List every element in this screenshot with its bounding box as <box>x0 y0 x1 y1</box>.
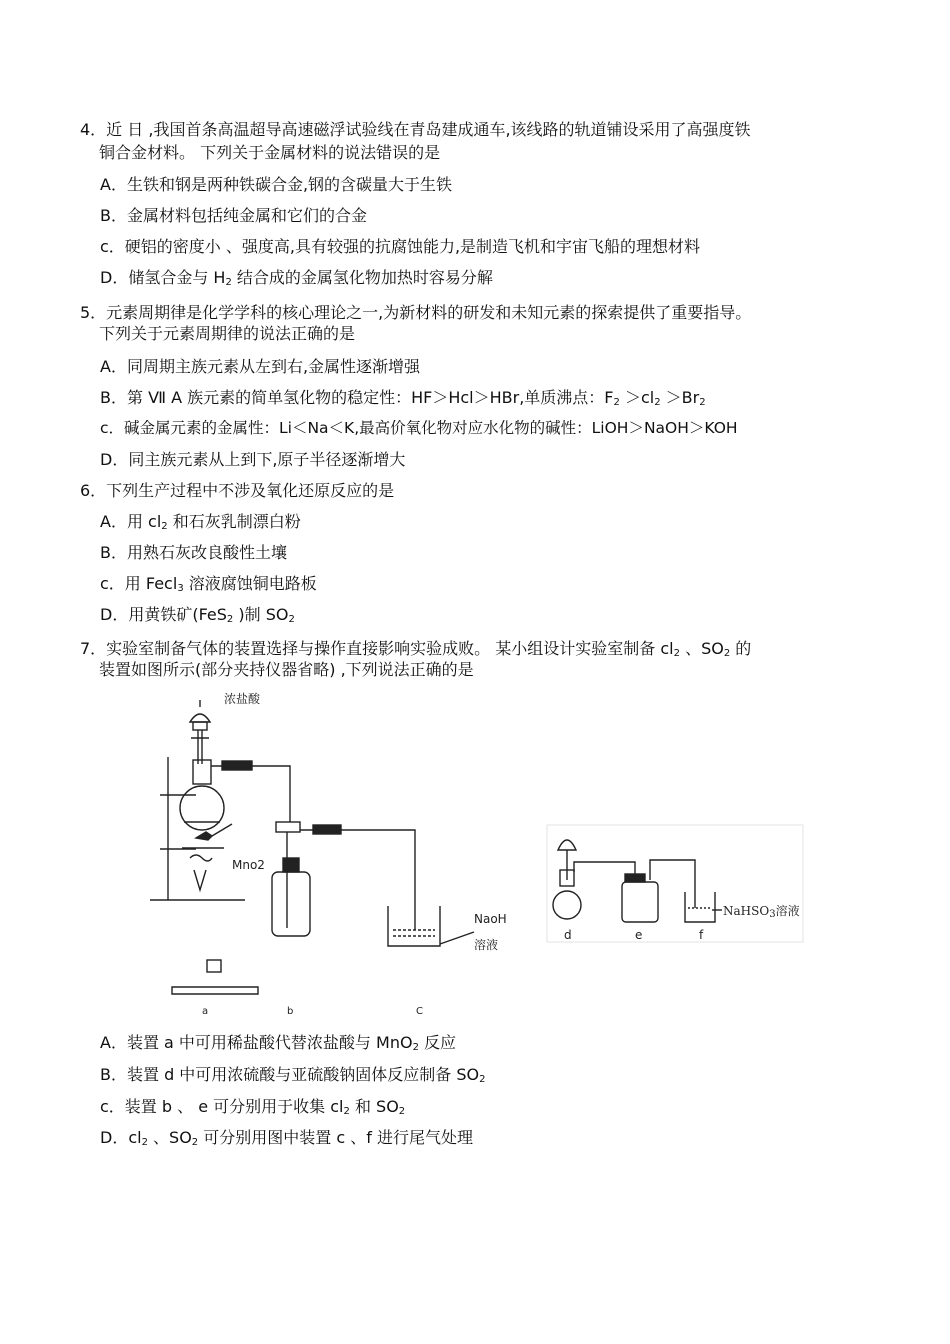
q4-d-sub: 2 <box>225 277 232 288</box>
bottle-b-stopper <box>283 858 299 872</box>
label-c: C <box>416 1006 423 1017</box>
q5-stem-line2: 下列关于元素周期律的说法正确的是 <box>99 324 356 343</box>
q4-stem-line2: 铜合金材料。 下列关于金属材料的说法错误的是 <box>99 143 441 162</box>
q7-option-c <box>100 1096 405 1123</box>
q5-stem-line1: 5．元素周期律是化学学科的核心理论之一,为新材料的研发和未知元素的探索提供了重要指导。 <box>80 303 752 322</box>
small-part-icon <box>207 960 221 972</box>
flask-bulb <box>180 786 224 830</box>
flask-d-bulb <box>553 891 581 919</box>
tube-e-to-f <box>650 860 695 908</box>
flame <box>190 855 212 861</box>
q7-stem-line2: 装置如图所示(部分夹持仪器省略) ,下列说法正确的是 <box>99 660 474 679</box>
q7-option-d <box>100 1127 473 1154</box>
q5-option-a: A．同周期主族元素从左到右,金属性逐渐增强 <box>100 357 421 376</box>
q5-b-sub3: 2 <box>699 397 706 408</box>
q7-b-sub: 2 <box>479 1074 486 1085</box>
naoh-pointer <box>440 932 474 944</box>
q5-b-text2: ＞cl <box>619 388 655 407</box>
q7-d-text3: 可分别用图中装置 c 、f 进行尾气处理 <box>198 1128 473 1147</box>
bottle-b <box>272 872 310 936</box>
q7-d-sub2: 2 <box>191 1137 199 1148</box>
q7-stem-text3: 的 <box>730 639 752 658</box>
q5-b-text3: ＞Br <box>660 388 700 407</box>
q6-d-sub2: 2 <box>288 614 295 625</box>
label-b: b <box>287 1006 294 1017</box>
q7-c-text2: 和 SO <box>349 1097 399 1116</box>
label-nahso3-sub: 3 <box>769 909 776 920</box>
q4-stem-line1: 4．近 日 ,我国首条高温超导高速磁浮试验线在青岛建成通车,该线路的轨道铺设采用了高强度铁 <box>80 120 751 139</box>
q7-option-a <box>100 1032 456 1059</box>
q7-stem-text2: 、SO <box>679 639 724 658</box>
funnel-bulb <box>190 714 210 722</box>
q7-a-text2: 反应 <box>418 1033 457 1052</box>
q6-a-text2: 和石灰乳制漂白粉 <box>167 512 301 531</box>
q6-a-sub: 2 <box>161 521 168 532</box>
label-naoh-solution: 溶液 <box>474 938 499 952</box>
label-d: d <box>564 928 572 942</box>
label-a: a <box>202 1006 209 1017</box>
bottle-e-stopper <box>625 874 645 882</box>
q5-b-text1: B．第 Ⅶ A 族元素的简单氢化物的稳定性：HF＞Hcl＞HBr,单质沸点：F <box>100 388 614 407</box>
q6-stem: 6．下列生产过程中不涉及氧化还原反应的是 <box>80 481 395 500</box>
burner <box>194 870 206 890</box>
q6-c-sub: 3 <box>177 583 184 594</box>
q6-d-text1: D．用黄铁矿(FeS <box>100 605 227 624</box>
label-f: f <box>699 928 704 942</box>
q6-d-text2: )制 SO <box>233 605 289 624</box>
q4-option-a: A．生铁和钢是两种铁碳合金,钢的含碳量大于生铁 <box>100 175 453 194</box>
q4-option-b: B．金属材料包括纯金属和它们的合金 <box>100 206 367 225</box>
q6-d-sub1: 2 <box>226 614 234 625</box>
three-way-joint <box>276 822 300 832</box>
q7-c-sub1: 2 <box>343 1106 350 1117</box>
label-conc-hcl: 浓盐酸 <box>224 692 261 706</box>
base-plate <box>172 987 258 994</box>
mno2-solid <box>196 832 212 840</box>
q7-b-text1: B．装置 d 中可用浓硫酸与亚硫酸钠固体反应制备 SO <box>100 1065 480 1084</box>
bottle-e <box>622 882 658 922</box>
q5-option-d: D．同主族元素从上到下,原子半径逐渐增大 <box>100 450 406 469</box>
q7-c-sub2: 2 <box>398 1106 406 1117</box>
funnel-d <box>558 840 576 850</box>
q4-d-text1: D．储氢合金与 H <box>100 268 226 287</box>
q6-c-text1: c．用 Fecl <box>100 574 178 593</box>
tube-b-to-c <box>300 830 415 930</box>
funnel-stopper <box>193 722 207 730</box>
beaker-f <box>685 892 715 922</box>
beaker-c <box>388 906 440 946</box>
rubber-connector-1 <box>222 761 252 770</box>
q6-option-b: B．用熟石灰改良酸性土壤 <box>100 543 287 562</box>
q6-c-text2: 溶液腐蚀铜电路板 <box>183 574 317 593</box>
label-nahso3-text: NaHSO <box>723 904 770 918</box>
q7-d-text2: 、SO <box>147 1128 192 1147</box>
q7-stem-text1: 7．实验室制备气体的装置选择与操作直接影响实验成败。 某小组设计实验室制备 cl <box>80 639 674 658</box>
q5-b-sub2: 2 <box>654 397 661 408</box>
q7-d-sub1: 2 <box>141 1137 148 1148</box>
q7-d-text1: D．cl <box>100 1128 142 1147</box>
q5-b-sub1: 2 <box>613 397 620 408</box>
label-nahso3 <box>723 902 800 920</box>
label-mno2: Mno2 <box>232 858 265 872</box>
label-naoh: NaoH <box>474 912 507 926</box>
q7-a-sub: 2 <box>412 1042 419 1053</box>
label-nahso3-solution: 溶液 <box>775 904 800 918</box>
right-figure-frame <box>547 825 803 942</box>
q7-stem-sub2: 2 <box>723 648 731 659</box>
q7-option-b <box>100 1064 486 1091</box>
q5-option-c: c．碱金属元素的金属性：Li＜Na＜K,最高价氧化物对应水化物的碱性：LiOH＞NaOH＞KOH <box>100 419 738 437</box>
rubber-connector-2 <box>313 825 341 834</box>
label-e: e <box>635 928 643 942</box>
q7-c-text1: c．装置 b 、 e 可分别用于收集 cl <box>100 1097 344 1116</box>
q7-stem-sub1: 2 <box>673 648 680 659</box>
q4-option-c: c．硬铝的密度小 、强度高,具有较强的抗腐蚀能力,是制造飞机和宇宙飞船的理想材料 <box>100 237 701 256</box>
q6-a-text1: A．用 cl <box>100 512 162 531</box>
q7-a-text1: A．装置 a 中可用稀盐酸代替浓盐酸与 MnO <box>100 1033 413 1052</box>
q4-d-text2: 结合成的金属氢化物加热时容易分解 <box>231 268 493 287</box>
